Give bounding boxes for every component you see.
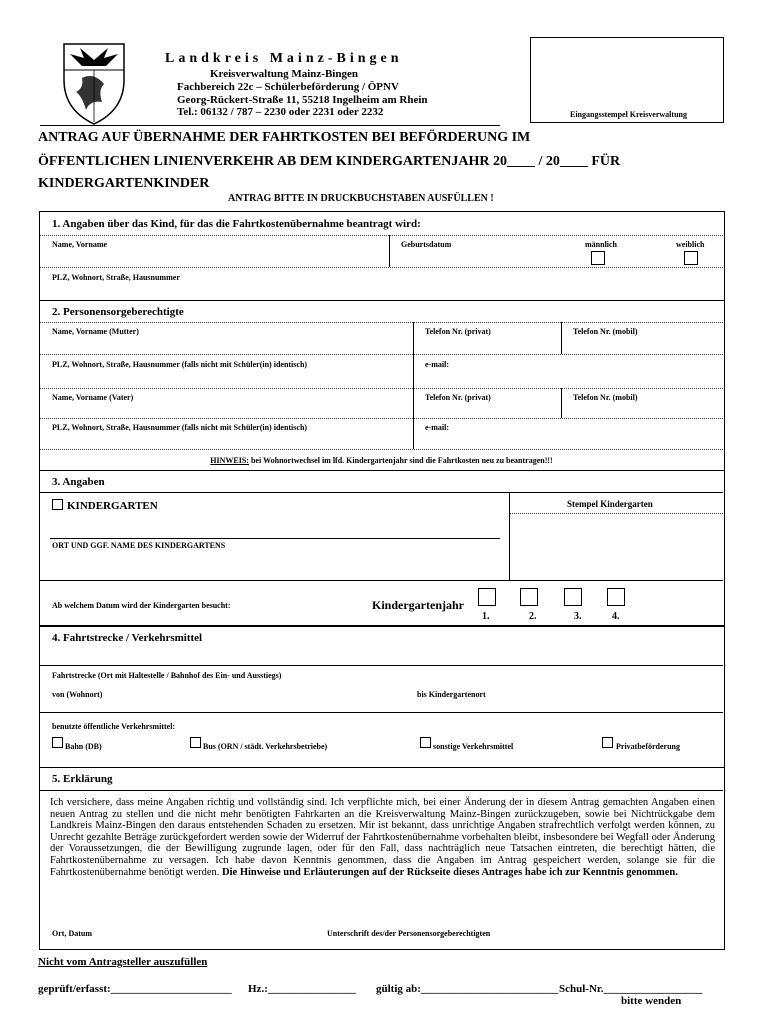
hint-line: [40, 456, 723, 465]
coat-of-arms-logo: [60, 40, 128, 126]
year-1-label: 1.: [482, 611, 490, 622]
route-from-label: von (Wohnort): [52, 690, 103, 699]
hint-label: HINWEIS:: [210, 456, 249, 465]
section-5-heading: 5. Erklärung: [52, 773, 113, 785]
father-address-label: PLZ, Wohnort, Straße, Hausnummer (falls nicht mit Schüler(in) identisch): [52, 423, 308, 432]
header-line-4: Tel.: 06132 / 787 – 2230 oder 2231 oder 2232: [177, 106, 384, 118]
mother-phone-private-label: Telefon Nr. (privat): [425, 327, 491, 336]
kindergarten-year-label: Kindergartenjahr: [372, 598, 464, 612]
header-rule: [40, 125, 500, 126]
kindergarten-checkbox[interactable]: [52, 499, 63, 510]
declaration-text: [50, 797, 715, 878]
instruction-text: ANTRAG BITTE IN DRUCKBUCHSTABEN AUSFÜLLEN !: [228, 193, 494, 204]
mother-address-label: PLZ, Wohnort, Straße, Hausnummer (falls nicht mit Schüler(in) identisch): [52, 360, 308, 369]
kindergarten-place-label: ORT UND GGF. NAME DES KINDERGARTENS: [52, 541, 226, 550]
other-transport-label: sonstige Verkehrsmittel: [433, 742, 514, 751]
place-date-label: Ort, Datum: [52, 929, 92, 938]
year-2-checkbox[interactable]: [520, 588, 538, 606]
year-3-label: 3.: [574, 611, 582, 622]
office-use-heading: Nicht vom Antragsteller auszufüllen: [38, 956, 208, 968]
bus-checkbox[interactable]: [190, 737, 201, 748]
header-line-2: Fachbereich 22c – Schülerbeförderung / ÖPNV: [177, 81, 399, 93]
male-checkbox[interactable]: [591, 251, 605, 265]
route-label: Fahrtstrecke (Ort mit Haltestelle / Bahnhof des Ein- und Ausstiegs): [52, 671, 282, 680]
year-2-label: 2.: [529, 611, 537, 622]
year-3-checkbox[interactable]: [564, 588, 582, 606]
bus-label: Bus (ORN / städt. Verkehrsbetriebe): [203, 742, 328, 751]
attendance-date-label: Ab welchem Datum wird der Kindergarten besucht:: [52, 601, 231, 610]
receipt-stamp-label: Eingangsstempel Kreisverwaltung: [570, 110, 687, 119]
checked-field[interactable]: geprüft/erfasst:______________________: [38, 983, 232, 995]
mother-phone-mobile-label: Telefon Nr. (mobil): [573, 327, 638, 336]
title-line-2: ÖFFENTLICHEN LINIENVERKEHR AB DEM KINDERGARTENJAHR 20____ / 20____ FÜR: [38, 154, 621, 169]
section-4-heading: 4. Fahrtstrecke / Verkehrsmittel: [52, 632, 203, 644]
section-2-box: [39, 300, 725, 471]
kindergarten-stamp-label: Stempel Kindergarten: [567, 499, 653, 509]
mother-name-label: Name, Vorname (Mutter): [52, 327, 139, 336]
section-3-heading: 3. Angaben: [52, 476, 105, 488]
hz-field[interactable]: Hz.:________________: [248, 983, 356, 995]
title-line-3: KINDERGARTENKINDER: [38, 176, 210, 191]
female-label: weiblich: [676, 240, 705, 249]
other-transport-checkbox[interactable]: [420, 737, 431, 748]
title-line-1: ANTRAG AUF ÜBERNAHME DER FAHRTKOSTEN BEI BEFÖRDERUNG IM: [38, 130, 531, 145]
train-label: Bahn (DB): [65, 742, 102, 751]
school-number-field[interactable]: Schul-Nr.__________________: [559, 983, 703, 995]
birthdate-label: Geburtsdatum: [401, 240, 452, 249]
district-name: Landkreis Mainz-Bingen: [165, 51, 403, 66]
train-checkbox[interactable]: [52, 737, 63, 748]
turn-over-note: bitte wenden: [621, 995, 682, 1007]
father-name-label: Name, Vorname (Vater): [52, 393, 134, 402]
father-email-label: e-mail:: [425, 423, 449, 432]
hint-text: bei Wohnortwechsel im lfd. Kindergartenjahr sind die Fahrtkosten neu zu beantragen!!!: [248, 456, 553, 465]
private-transport-label: Privatbeförderung: [616, 742, 680, 751]
male-label: männlich: [585, 240, 618, 249]
female-checkbox[interactable]: [684, 251, 698, 265]
signature-label: Unterschrift des/der Personensorgeberechtigten: [327, 929, 491, 938]
header-line-3: Georg-Rückert-Straße 11, 55218 Ingelheim am Rhein: [177, 94, 428, 106]
declaration-body: Ich versichere, dass meine Angaben richtig und vollständig sind. Ich verpflichte mich, bei einer Änderung der in diesem Antrag gemachten Angaben einen neuen Antrag zu stellen und die nicht mehr benötigten Fahrkarten an die Kreisverwaltung Mainz-Bingen zurückzugeben, sowie bei Nichtrückgabe dem Landkreis Mainz-Bingen den daraus entstehenden Schaden zu ersetzen. Mir ist bekannt, dass unrichtige Angaben strafrechtlich verfolgt werden können, zu Unrecht gezahlte Beträge zurückgefordert werden sowie der Widerruf der Fahrtkostenübernahme vorbehalten bleibt, insbesondere bei Wegfall oder Änderung der Voraussetzungen, die der Bewilligung zugrunde lagen, oder für den Fall, dass nachträglich neue Tatsachen eintreten, die berechtigt hätten, die Fahrtkostenübernahme zu versagen. Ich habe davon Kenntnis genommen, dass die Angaben im Antrag gespeichert werden, solange sie für die Fahrtkostenübernahme benötigt werden.: [50, 797, 715, 878]
declaration-bold: Die Hinweise und Erläuterungen auf der Rückseite dieses Antrages habe ich zur Kenntnis genommen.: [219, 866, 678, 878]
year-4-label: 4.: [612, 611, 620, 622]
section-1-heading: 1. Angaben über das Kind, für das die Fahrtkostenübernahme beantragt wird:: [52, 218, 421, 230]
kindergarten-label: KINDERGARTEN: [67, 500, 158, 512]
mother-email-label: e-mail:: [425, 360, 449, 369]
section-2-heading: 2. Personensorgeberechtigte: [52, 306, 184, 318]
year-4-checkbox[interactable]: [607, 588, 625, 606]
private-transport-checkbox[interactable]: [602, 737, 613, 748]
transport-label: benutzte öffentliche Verkehrsmittel:: [52, 722, 176, 731]
father-phone-private-label: Telefon Nr. (privat): [425, 393, 491, 402]
header-line-1: Kreisverwaltung Mainz-Bingen: [210, 68, 358, 80]
valid-from-field[interactable]: gültig ab:_________________________: [376, 983, 559, 995]
child-address-label: PLZ, Wohnort, Straße, Hausnummer: [52, 273, 180, 282]
year-1-checkbox[interactable]: [478, 588, 496, 606]
child-name-label: Name, Vorname: [52, 240, 108, 249]
route-to-label: bis Kindergartenort: [417, 690, 486, 699]
father-phone-mobile-label: Telefon Nr. (mobil): [573, 393, 638, 402]
